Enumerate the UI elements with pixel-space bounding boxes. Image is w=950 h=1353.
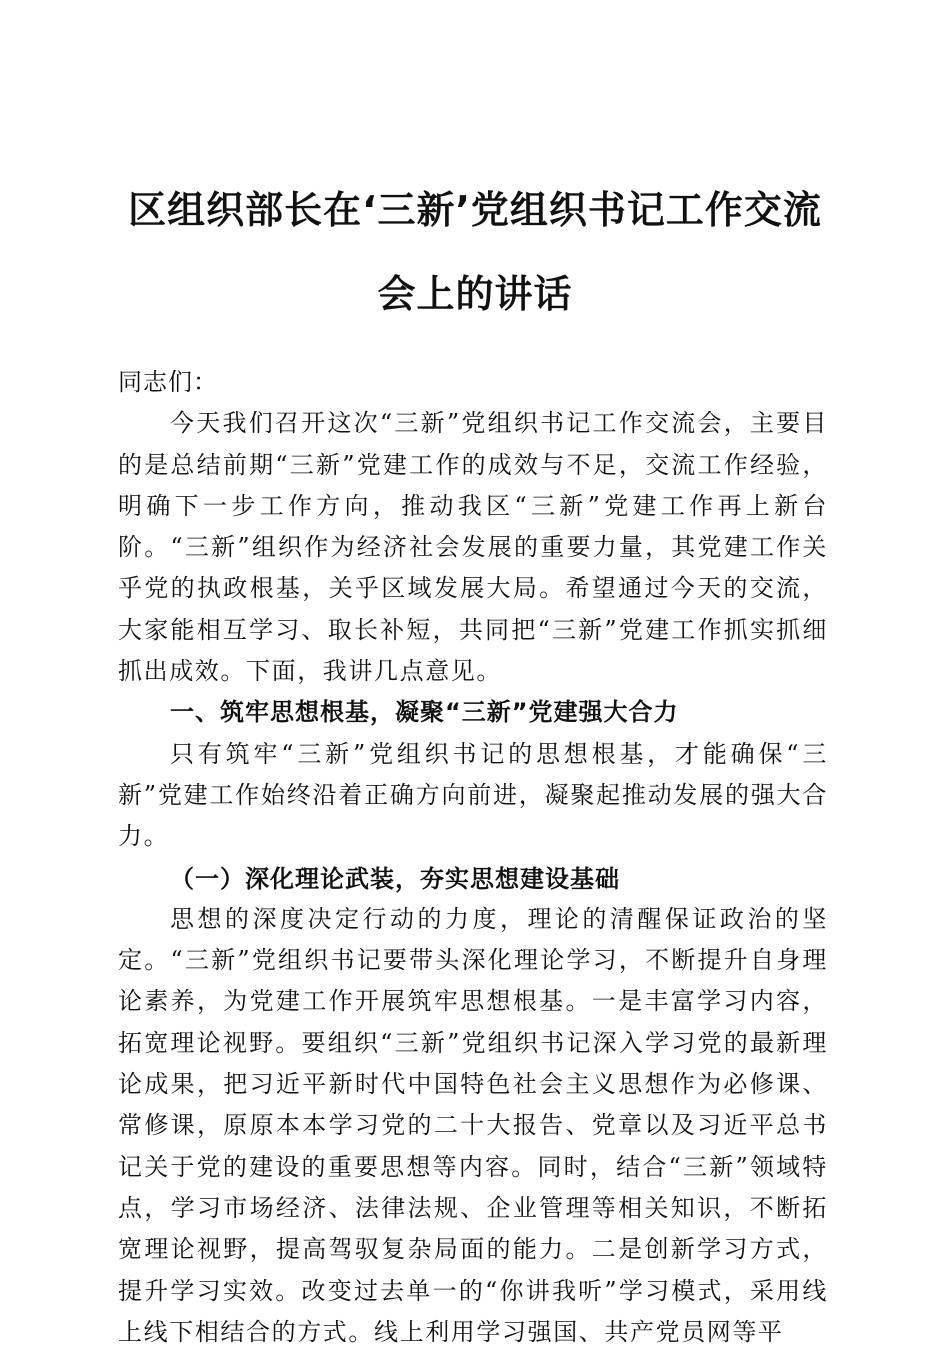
document-title: 区组织部长在‘三新’党组织书记工作交流会上的讲话 <box>128 188 822 316</box>
section-heading-1: 一、筑牢思想根基，凝聚“三新”党建强大合力 <box>170 698 679 727</box>
subsection-heading-1-1: （一）深化理论武装，夯实思想建设基础 <box>170 863 620 893</box>
paragraph-intro: 今天我们召开这次“三新”党组织书记工作交流会，主要目的是总结前期“三新”党建工作的成效与不足，交流工作经验，明确下一步工作方向，推动我区“三新”党建工作再上新台阶。“三新”组织作为经济社会发展的重要力量，其党建工作关乎党的执政根基，关乎区域发展大局。希望通过今天的交流，大家能相互学习、取长补短，共同把“三新”党建工作抓实抓细抓出成效。下面，我讲几点意见。 <box>118 409 828 686</box>
salutation: 同志们： <box>118 368 218 396</box>
paragraph-subsection-1-1: 思想的深度决定行动的力度，理论的清醒保证政治的坚定。“三新”党组织书记要带头深化理论学习，不断提升自身理论素养，为党建工作开展筑牢思想根基。一是丰富学习内容，拓宽理论视野。要组织“三新”党组织书记深入学习党的最新理论成果，把习近平新时代中国特色社会主义思想作为必修课、常修课，原原本本学习党的二十大报告、党章以及习近平总书记关于党的建设的重要思想等内容。同时，结合“三新”领域特点，学习市场经济、法律法规、企业管理等相关知识，不断拓宽理论视野，提高驾驭复杂局面的能力。二是创新学习方式，提升学习实效。改变过去单一的“你讲我听”学习模式，采用线上线下相结合的方式。线上利用学习强国、共产党员网等平 <box>118 904 828 1346</box>
document-body <box>118 362 828 1353</box>
paragraph-section-1-intro: 只有筑牢“三新”党组织书记的思想根基，才能确保“三新”党建工作始终沿着正确方向前进，凝聚起推动发展的强大合力。 <box>118 739 828 851</box>
